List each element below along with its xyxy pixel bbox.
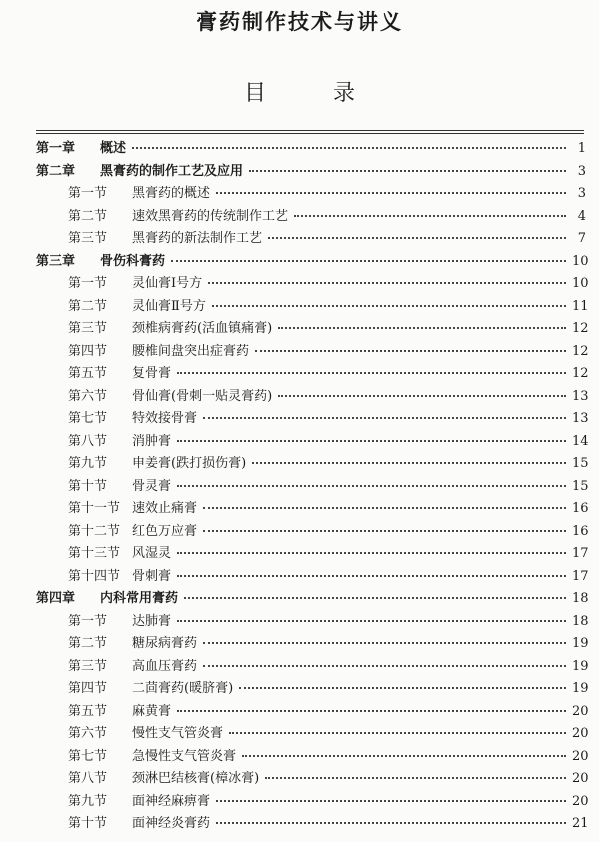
entry-title: 慢性支气管炎膏 [132,726,224,741]
entry-page-number: 12 [572,321,589,336]
dot-leader [177,485,566,487]
entry-page-number: 15 [572,478,589,494]
entry-number: 第十三节 [68,546,121,561]
entry-title: 面神经麻痹膏 [132,793,211,809]
entry-title: 面神经炎膏药 [132,816,211,831]
entry-number: 第十二节 [68,523,121,539]
toc-section-entry[interactable] [36,722,589,745]
toc-section-entry[interactable] [36,565,589,588]
dot-leader [212,305,566,307]
entry-page-number: 16 [572,501,589,516]
entry-number: 第三节 [68,321,108,336]
entry-number: 第二节 [68,636,108,651]
dot-leader [278,327,566,329]
entry-number: 第五节 [68,703,108,719]
dot-leader [216,192,566,194]
dot-leader [278,395,566,397]
dot-leader [177,620,566,622]
entry-title: 速效黑膏药的传统制作工艺 [132,208,289,224]
toc-section-entry[interactable] [36,790,589,813]
entry-page-number: 20 [572,703,589,719]
dot-leader [184,597,566,599]
entry-number: 第七节 [68,411,108,426]
dot-leader [177,440,566,442]
entry-number: 第八节 [68,433,108,449]
entry-page-number: 3 [577,163,586,179]
entry-title: 颈椎病膏药(活血镇痛膏) [132,321,273,336]
toc-section-entry[interactable] [36,655,589,678]
entry-page-number: 3 [577,186,586,201]
dot-leader [229,732,566,734]
entry-number: 第二节 [68,208,108,224]
entry-title: 内科常用膏药 [100,591,179,606]
toc-section-entry[interactable] [36,430,589,453]
entry-number: 第六节 [68,388,108,404]
entry-page-number: 18 [572,613,589,629]
entry-page-number: 7 [577,231,586,246]
dot-leader [265,777,566,779]
dot-leader [177,552,566,554]
entry-title: 二茴膏药(暖脐膏) [132,681,234,696]
entry-title: 申姜膏(跌打损伤膏) [132,456,247,471]
entry-page-number: 20 [572,748,589,764]
toc-section-entry[interactable] [36,362,589,385]
toc-section-entry[interactable] [36,745,589,768]
dot-leader [294,215,566,217]
dot-leader [203,642,566,644]
entry-page-number: 18 [572,591,589,606]
entry-title: 概述 [100,141,127,156]
entry-title: 达肺膏 [132,613,172,629]
entry-title: 高血压膏药 [132,658,198,674]
table-of-contents [36,137,589,835]
dot-leader [132,147,566,149]
entry-number: 第一节 [68,276,108,291]
entry-title: 急慢性支气管炎膏 [132,748,237,764]
toc-section-entry[interactable] [36,272,589,295]
entry-number: 第三章 [36,253,76,269]
dot-leader [255,350,566,352]
entry-page-number: 19 [572,681,589,696]
toc-section-entry[interactable] [36,632,589,655]
entry-title: 麻黄膏 [132,703,172,719]
entry-page-number: 1 [577,141,586,156]
entry-number: 第九节 [68,793,108,809]
entry-number: 第三节 [68,658,108,674]
entry-page-number: 11 [572,298,589,314]
entry-page-number: 12 [572,343,589,359]
entry-page-number: 10 [572,276,589,291]
toc-section-entry[interactable] [36,767,589,790]
entry-page-number: 13 [572,411,589,426]
dot-leader [268,237,566,239]
entry-page-number: 10 [572,253,589,269]
entry-title: 骨刺膏 [132,568,172,584]
entry-number: 第十节 [68,478,108,494]
dot-leader [203,417,566,419]
entry-number: 第十一节 [68,501,121,516]
entry-page-number: 15 [572,456,589,471]
entry-title: 骨伤科膏药 [100,253,166,269]
toc-section-entry[interactable] [36,677,589,700]
entry-page-number: 16 [572,523,589,539]
dot-leader [249,170,566,172]
entry-number: 第九节 [68,456,108,471]
entry-number: 第七节 [68,748,108,764]
toc-section-entry[interactable] [36,475,589,498]
entry-title: 消肿膏 [132,433,172,449]
dot-leader [171,260,566,262]
entry-number: 第八节 [68,771,108,786]
entry-page-number: 17 [572,568,589,584]
entry-title: 黑膏药的制作工艺及应用 [100,163,244,179]
entry-page-number: 20 [572,771,589,786]
dot-leader [177,372,566,374]
entry-title: 速效止痛膏 [132,501,198,516]
toc-section-entry[interactable] [36,317,589,340]
entry-number: 第一章 [36,141,76,156]
entry-number: 第六节 [68,726,108,741]
entry-page-number: 14 [572,433,589,449]
dot-leader [216,800,566,802]
toc-section-entry[interactable] [36,205,586,228]
dot-leader [242,755,566,757]
toc-chapter-entry[interactable] [36,250,589,273]
dot-leader [252,462,566,464]
entry-title: 灵仙膏Ⅰ号方 [132,276,203,291]
entry-number: 第二节 [68,298,108,314]
entry-number: 第三节 [68,231,108,246]
top-rule [36,130,584,131]
top-rule-thin [36,133,584,134]
entry-title: 灵仙膏Ⅱ号方 [132,298,206,314]
entry-page-number: 19 [572,636,589,651]
entry-number: 第四节 [68,343,108,359]
dot-leader [208,282,566,284]
dot-leader [177,710,566,712]
entry-page-number: 4 [577,208,586,224]
entry-page-number: 19 [572,658,589,674]
entry-number: 第十节 [68,816,108,831]
entry-title: 颈淋巴结核膏(樟冰膏) [132,771,260,786]
entry-title: 骨仙膏(骨刺一贴灵膏药) [132,388,273,404]
entry-title: 腰椎间盘突出症膏药 [132,343,250,359]
entry-page-number: 17 [572,546,589,561]
dot-leader [239,687,566,689]
toc-chapter-entry[interactable] [36,587,589,610]
entry-number: 第四节 [68,681,108,696]
dot-leader [203,665,566,667]
entry-title: 风湿灵 [132,546,172,561]
entry-page-number: 13 [572,388,589,404]
toc-chapter-entry[interactable] [36,137,586,160]
toc-chapter-entry[interactable] [36,160,586,183]
entry-number: 第一节 [68,613,108,629]
entry-number: 第十四节 [68,568,121,584]
entry-title: 糖尿病膏药 [132,636,198,651]
toc-heading: 目 录 [244,81,355,106]
entry-number: 第四章 [36,591,76,606]
entry-title: 黑膏药的新法制作工艺 [132,231,263,246]
toc-section-entry[interactable] [36,812,589,835]
toc-section-entry[interactable] [36,340,589,363]
entry-title: 特效接骨膏 [132,411,198,426]
entry-page-number: 12 [572,366,589,381]
entry-page-number: 21 [572,816,589,831]
toc-section-entry[interactable] [36,497,589,520]
toc-section-entry[interactable] [36,700,589,723]
dot-leader [203,530,566,532]
book-title: 膏药制作技术与讲义 [196,9,403,34]
toc-section-entry[interactable] [36,610,589,633]
entry-page-number: 20 [572,793,589,809]
dot-leader [203,507,566,509]
entry-page-number: 20 [572,726,589,741]
entry-number: 第一节 [68,186,108,201]
toc-section-entry[interactable] [36,542,589,565]
entry-title: 黑膏药的概述 [132,186,211,201]
toc-section-entry[interactable] [36,182,586,205]
dot-leader [216,822,566,824]
entry-title: 骨灵膏 [132,478,172,494]
dot-leader [177,575,566,577]
toc-section-entry[interactable] [36,295,589,318]
toc-section-entry[interactable] [36,385,589,408]
toc-section-entry[interactable] [36,227,586,250]
toc-section-entry[interactable] [36,452,589,475]
toc-section-entry[interactable] [36,407,589,430]
entry-title: 红色万应膏 [132,523,198,539]
entry-number: 第二章 [36,163,76,179]
toc-section-entry[interactable] [36,520,589,543]
entry-title: 复骨膏 [132,366,172,381]
entry-number: 第五节 [68,366,108,381]
